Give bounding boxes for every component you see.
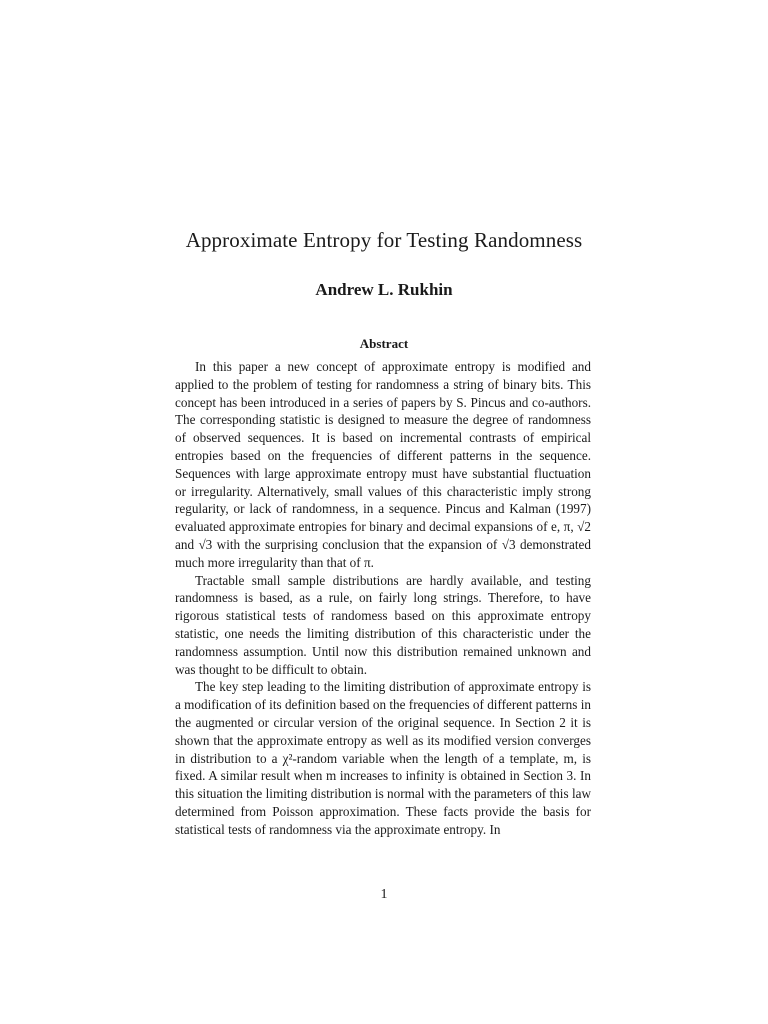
abstract-body (175, 358, 591, 839)
abstract-paragraph-3: The key step leading to the limiting distribution of approximate entropy is a modification of its definition based on the frequencies of different patterns in the augmented or circular version of the original sequence. In Section 2 it is shown that the approximate entropy as well as its modified version converges in distribution to a χ²-random variable when the length of a template, m, is fixed. A similar result when m increases to infinity is obtained in Section 3. In this situation the limiting distribution is normal with the parameters of this law determined from Poisson approximation. These facts provide the basis for statistical tests of randomness via the approximate entropy. In (175, 679, 591, 837)
author-name: Andrew L. Rukhin (315, 280, 453, 299)
abstract-paragraph-1: In this paper a new concept of approximate entropy is modified and applied to the problem of testing for randomness a string of binary bits. This concept has been introduced in a series of papers by S. Pincus and co-authors. The corresponding statistic is designed to measure the degree of randomness of observed sequences. It is based on incremental contrasts of empirical entropies based on the frequencies of different patterns in the sequence. Sequences with large approximate entropy must have substantial fluctuation or irregularity. Alternatively, small values of this characteristic imply strong regularity, or lack of randomness, in a sequence. Pincus and Kalman (1997) evaluated approximate entropies for binary and decimal expansions of e, π, √2 and √3 with the surprising conclusion that the expansion of √3 demonstrated much more irregularity than that of π. (175, 359, 591, 570)
abstract-heading: Abstract (359, 336, 409, 351)
abstract-paragraph-2: Tractable small sample distributions are hardly available, and testing randomness is based, as a rule, on fairly long strings. Therefore, to have rigorous statistical tests of randomess based on this approximate entropy statistic, one needs the limiting distribution of this characteristic under the randomness assumption. Until now this distribution remained unknown and was thought to be difficult to obtain. (175, 572, 591, 677)
paper-title: Approximate Entropy for Testing Randomness (185, 228, 583, 252)
page-number: 1 (380, 887, 388, 902)
